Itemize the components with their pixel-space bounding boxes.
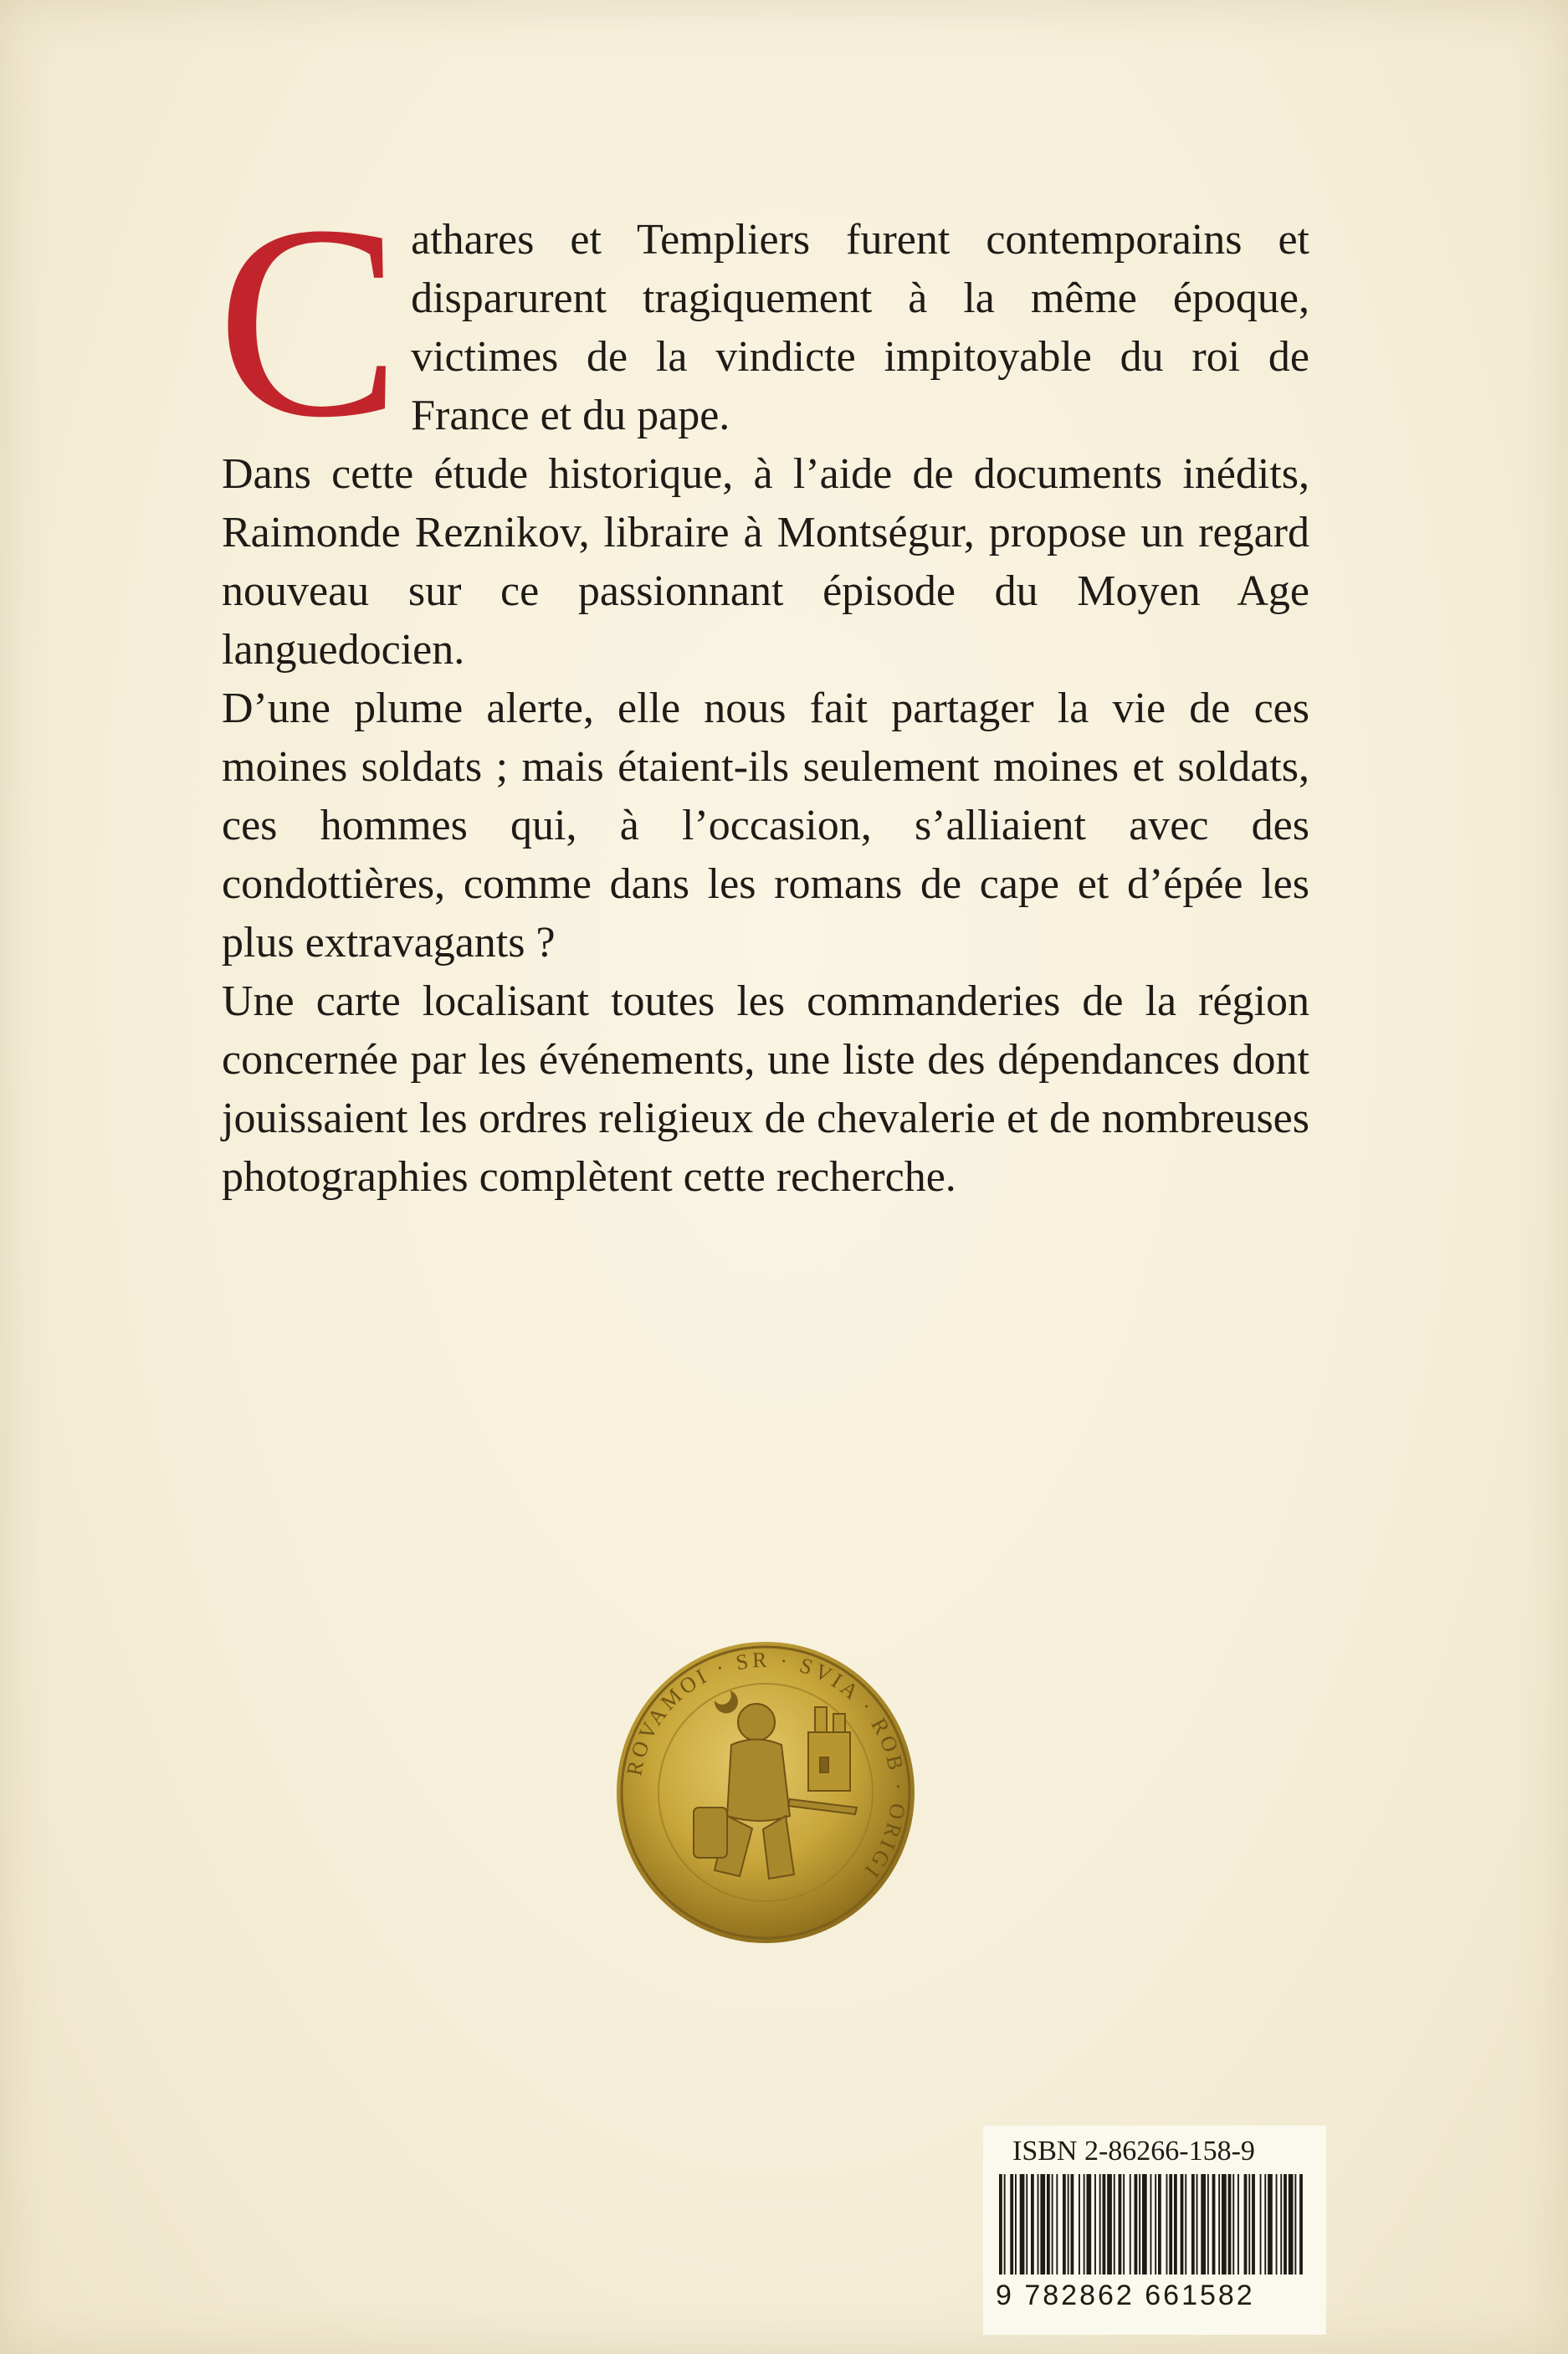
barcode-bar bbox=[1094, 2174, 1096, 2275]
barcode-bar bbox=[1031, 2174, 1034, 2275]
barcode-bar bbox=[1185, 2174, 1186, 2275]
barcode-bar bbox=[1248, 2174, 1250, 2275]
barcode-bar bbox=[1056, 2174, 1058, 2275]
barcode-bar bbox=[1158, 2174, 1161, 2275]
barcode-bar bbox=[1038, 2174, 1039, 2275]
barcode-bar bbox=[1068, 2174, 1069, 2275]
barcode-bar bbox=[1166, 2174, 1168, 2275]
barcode-bar bbox=[1260, 2174, 1262, 2275]
barcode-bar bbox=[1284, 2174, 1287, 2275]
barcode-bar bbox=[1201, 2174, 1206, 2275]
barcode-bar bbox=[1079, 2174, 1080, 2275]
barcode-bar bbox=[1139, 2174, 1140, 2275]
barcode-bar bbox=[1114, 2174, 1115, 2275]
barcode-bar bbox=[1191, 2174, 1195, 2275]
barcode-bar bbox=[1237, 2174, 1239, 2275]
barcode-bar bbox=[1252, 2174, 1255, 2275]
barcode-bar bbox=[1264, 2174, 1266, 2275]
barcode-bar bbox=[1207, 2174, 1209, 2275]
barcode-bar bbox=[1052, 2174, 1053, 2275]
blurb bbox=[217, 169, 1309, 1207]
barcode-bar bbox=[1212, 2174, 1216, 2275]
barcode-bar bbox=[1084, 2174, 1085, 2275]
barcode-bar bbox=[1103, 2174, 1106, 2275]
barcode-bar bbox=[1047, 2174, 1050, 2275]
barcode-bar bbox=[1289, 2174, 1294, 2275]
barcode-bar bbox=[1004, 2174, 1006, 2275]
barcode-bar bbox=[1169, 2174, 1172, 2275]
barcode-bar bbox=[1268, 2174, 1273, 2275]
barcode-bar bbox=[1174, 2174, 1177, 2275]
barcode-bar bbox=[1119, 2174, 1122, 2275]
barcode-bar bbox=[1299, 2174, 1303, 2275]
barcode-bar bbox=[1010, 2174, 1013, 2275]
barcode-bar bbox=[1123, 2174, 1125, 2275]
drop-cap: C bbox=[217, 169, 402, 474]
barcode-bar bbox=[1142, 2174, 1147, 2275]
barcode-bar bbox=[1276, 2174, 1278, 2275]
barcode-bar bbox=[1020, 2174, 1025, 2275]
barcode-bar bbox=[1150, 2174, 1152, 2275]
barcode-bar bbox=[1222, 2174, 1227, 2275]
barcode bbox=[996, 2174, 1305, 2275]
seal-coin-icon bbox=[614, 1640, 917, 1946]
barcode-bar bbox=[1294, 2174, 1296, 2275]
barcode-digits: 9 782862 661582 bbox=[996, 2280, 1255, 2311]
barcode-bar bbox=[1196, 2174, 1198, 2275]
blurb-paragraph-1-text: athares et Templiers furent contemporains et disparurent tragiquement à la même époque, victimes de la vindicte impitoyable du roi de France et du pape. bbox=[411, 216, 1309, 439]
barcode-bar bbox=[1232, 2174, 1234, 2275]
barcode-bar bbox=[1026, 2174, 1027, 2275]
blurb-paragraph-3: D’une plume alerte, elle nous fait partager la vie de ces moines soldats ; mais étaient-ils seulement moines et soldats, ces hommes qui, à l’occasion, s’alliaient avec des condottières, comme dans les romans de cape et d’épée les plus extravagants ? bbox=[222, 685, 1309, 967]
barcode-bar bbox=[1040, 2174, 1045, 2275]
seal-legend: ROVAMOI · SR · SVIA · ROB · ORIGI bbox=[622, 1647, 911, 1885]
blurb-paragraph-4: Une carte localisant toutes les commanderies de la région concernée par les événements, une liste des dépendances dont jouissaient les ordres religieux de chevalerie et de nombreuses photographies complètent cette recherche. bbox=[222, 977, 1309, 1201]
barcode-bar bbox=[1228, 2174, 1232, 2275]
barcode-bar bbox=[1280, 2174, 1282, 2275]
isbn-label: ISBN 2-86266-158-9 bbox=[1012, 2136, 1255, 2167]
barcode-bar bbox=[1087, 2174, 1092, 2275]
barcode-bar bbox=[1071, 2174, 1074, 2275]
barcode-bar bbox=[1130, 2174, 1131, 2275]
barcode-bar bbox=[1015, 2174, 1017, 2275]
barcode-bar bbox=[1218, 2174, 1220, 2275]
barcode-bar bbox=[1135, 2174, 1138, 2275]
barcode-bar bbox=[1181, 2174, 1184, 2275]
barcode-bar bbox=[1244, 2174, 1248, 2275]
barcode-bar bbox=[999, 2174, 1002, 2275]
barcode-bar bbox=[1063, 2174, 1066, 2275]
barcode-bar bbox=[1107, 2174, 1112, 2275]
blurb-paragraph-1 bbox=[217, 169, 1309, 474]
blurb-paragraph-2: Dans cette étude historique, à l’aide de documents inédits, Raimonde Reznikov, libraire à Montségur, propose un regard nouveau sur ce passionnant épisode du Moyen Age languedocien. bbox=[222, 450, 1309, 674]
barcode-bar bbox=[1099, 2174, 1101, 2275]
barcode-bar bbox=[1155, 2174, 1156, 2275]
